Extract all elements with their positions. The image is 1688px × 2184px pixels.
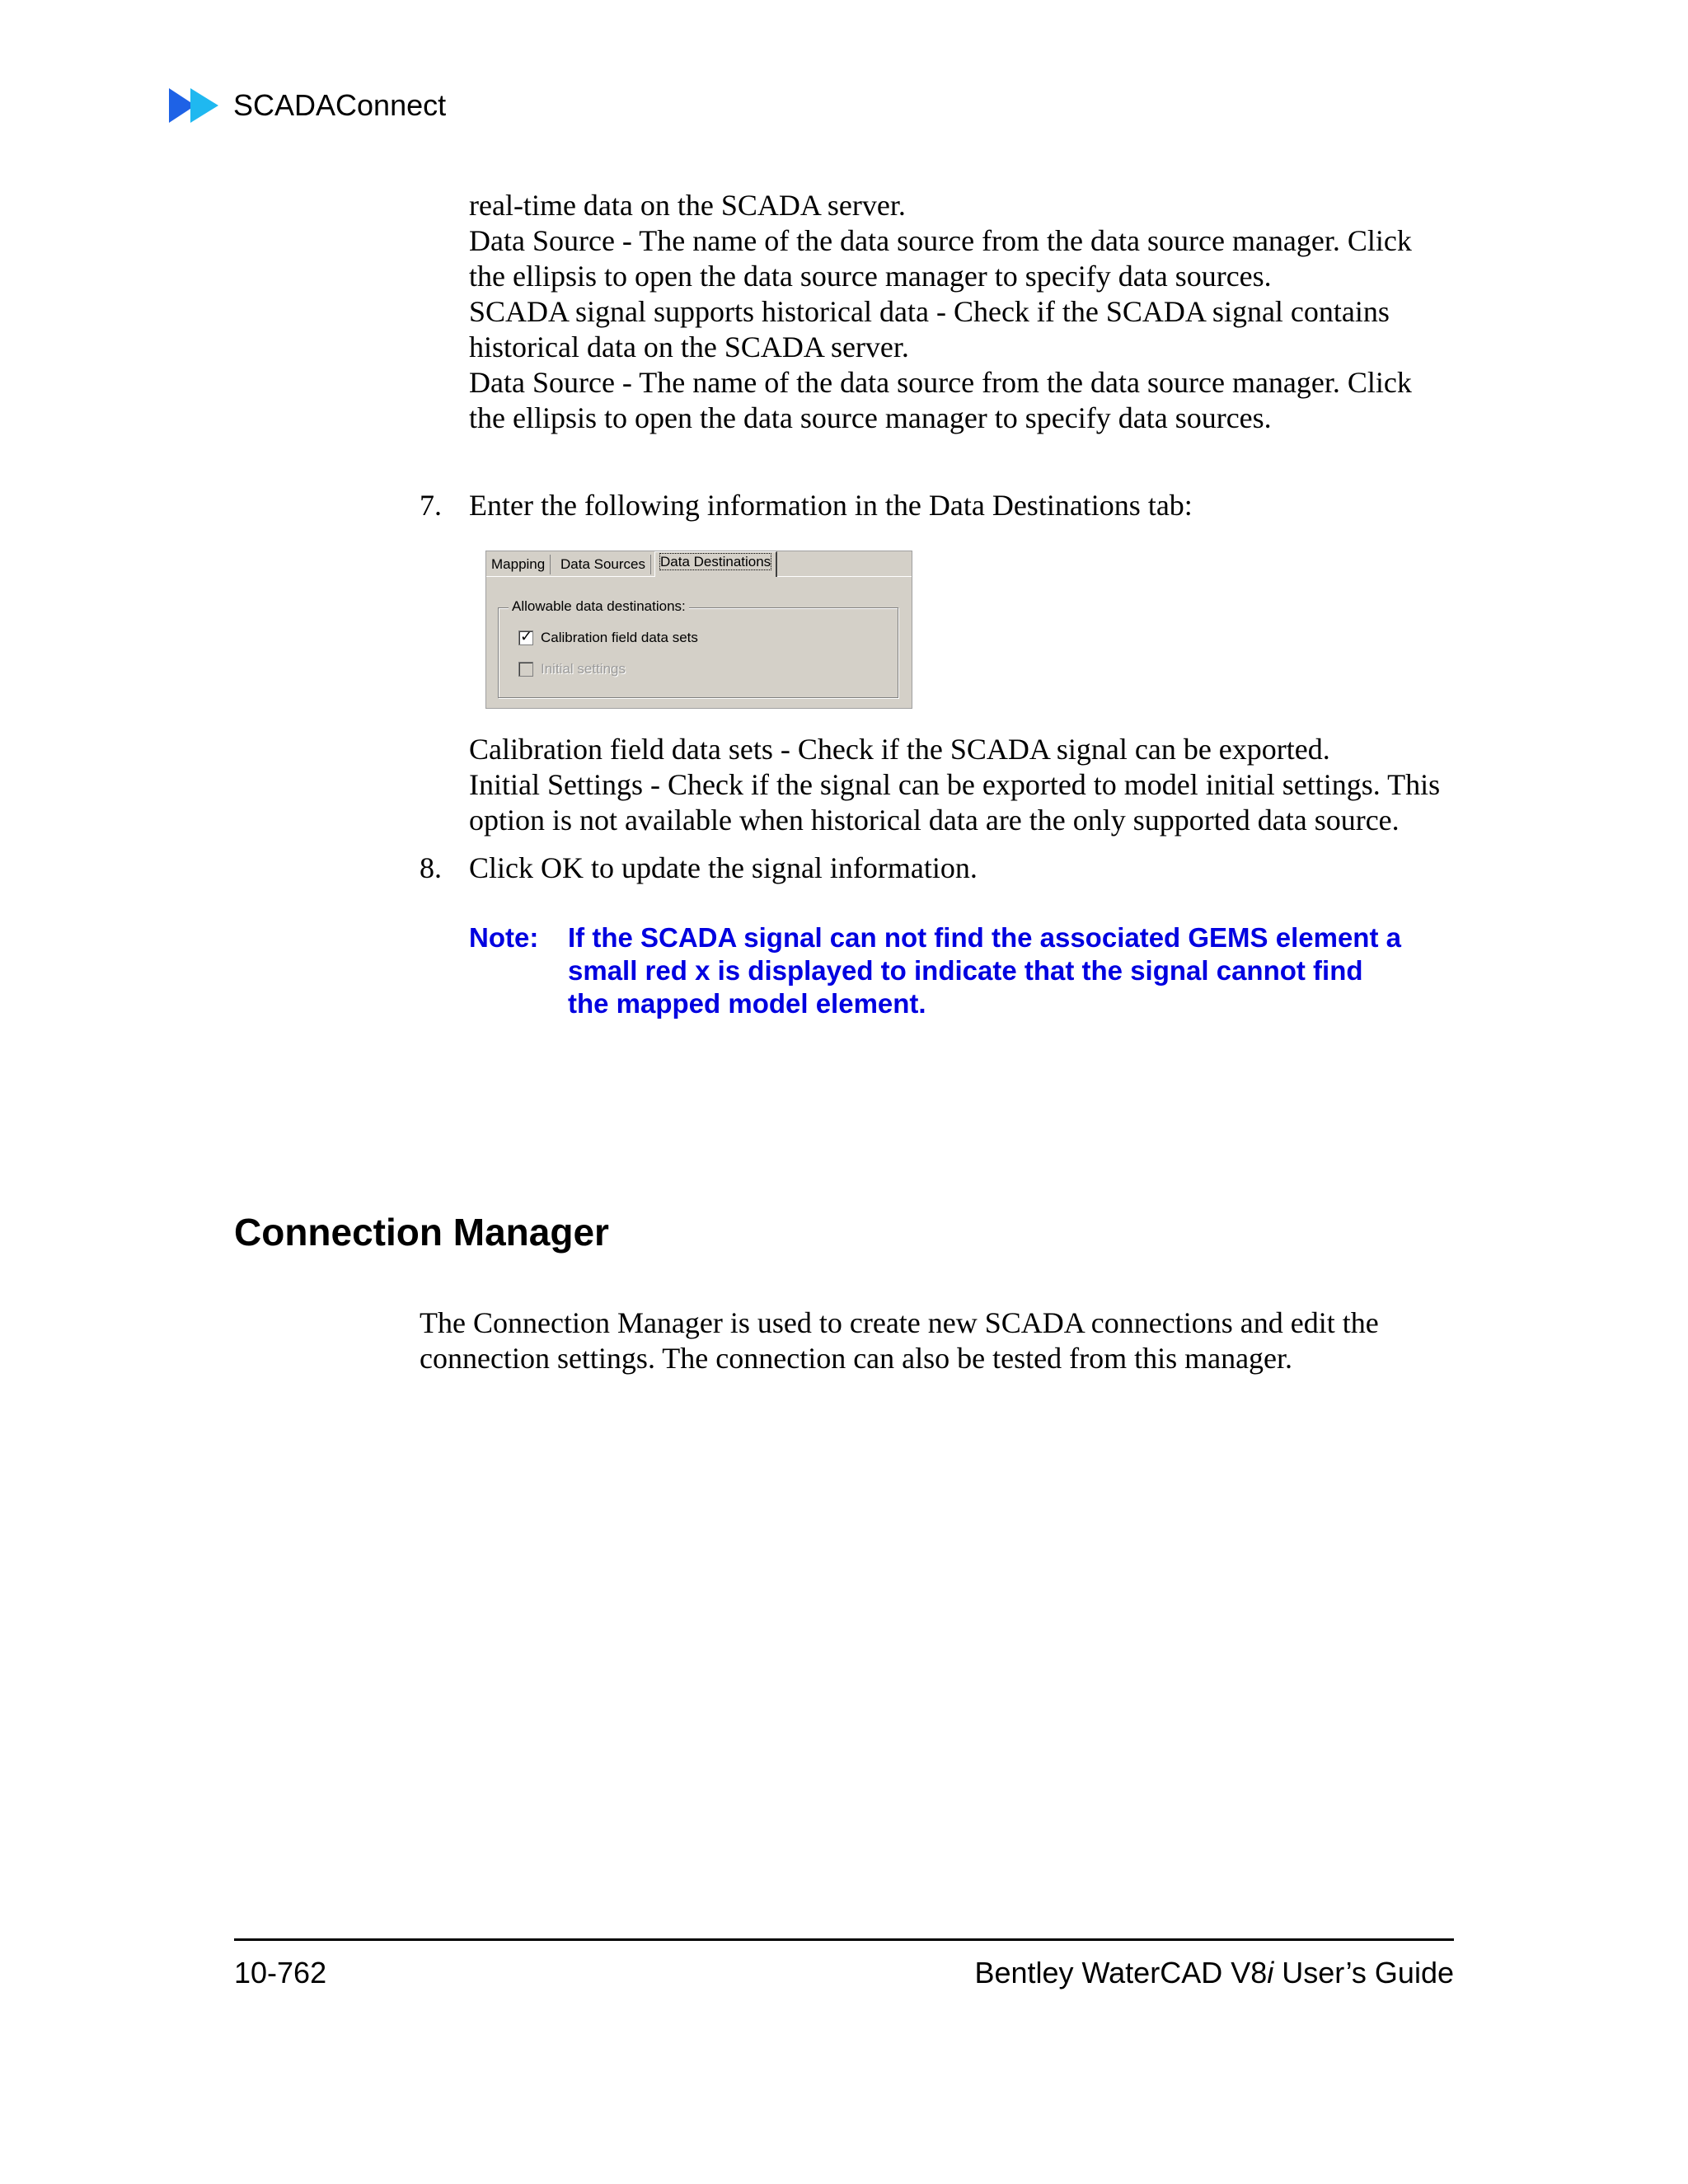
text-line: SCADA signal supports historical data - Check if the SCADA signal contains — [469, 295, 1390, 328]
intro-paragraph — [469, 188, 1458, 436]
section-heading: Connection Manager — [234, 1211, 609, 1254]
note-line: If the SCADA signal can not find the associated GEMS element a — [568, 922, 1401, 953]
initial-settings-label: Initial settings — [541, 661, 626, 677]
calibration-label: Calibration field data sets — [541, 630, 698, 645]
note-callout — [469, 921, 1417, 1020]
tab-strip — [486, 551, 912, 577]
data-destinations-dialog — [485, 551, 912, 709]
initial-settings-option — [518, 661, 626, 677]
text-line: Calibration field data sets - Check if the SCADA signal can be exported. — [469, 733, 1330, 766]
section-paragraph — [420, 1305, 1491, 1376]
initial-settings-checkbox — [518, 662, 533, 677]
tab-label: Data Destinations — [660, 554, 771, 569]
page-header — [169, 86, 446, 125]
page-number: 10-762 — [234, 1956, 327, 1990]
text-line: Data Source - The name of the data source from the data source manager. Click — [469, 224, 1412, 257]
step-number: 8. — [420, 851, 442, 884]
guide-title-prefix: Bentley WaterCAD V8 — [974, 1956, 1268, 1990]
step-text: Click OK to update the signal information. — [469, 851, 978, 884]
tab-data-destinations[interactable] — [654, 551, 777, 577]
text-line: connection settings. The connection can also be tested from this manager. — [420, 1342, 1293, 1375]
step-8 — [420, 851, 1491, 886]
group-label: Allowable data destinations: — [509, 598, 689, 615]
header-title: SCADAConnect — [233, 88, 447, 122]
step-text: Enter the following information in the Data Destinations tab: — [469, 489, 1193, 522]
text-line: The Connection Manager is used to create new SCADA connections and edit the — [420, 1306, 1379, 1339]
footer-divider — [234, 1938, 1454, 1941]
note-text — [568, 921, 1417, 1020]
text-line: the ellipsis to open the data source manager to specify data sources. — [469, 260, 1272, 293]
calibration-option[interactable] — [518, 630, 698, 646]
calibration-checkbox[interactable] — [518, 630, 533, 645]
guide-title — [974, 1955, 1454, 1991]
step-7-details — [469, 732, 1458, 838]
step-number: 7. — [420, 489, 442, 522]
guide-title-italic: i — [1267, 1956, 1274, 1990]
step-7 — [420, 488, 1491, 523]
checkmark-icon: ✓ — [520, 628, 533, 644]
allowable-destinations-group — [498, 598, 898, 698]
text-line: Initial Settings - Check if the signal can be exported to model initial settings. This — [469, 768, 1441, 801]
note-label: Note: — [469, 922, 539, 953]
double-chevron-arrow-icon — [169, 88, 222, 123]
tab-mapping[interactable]: Mapping — [486, 555, 551, 574]
text-line: historical data on the SCADA server. — [469, 330, 909, 363]
text-line: the ellipsis to open the data source manager to specify data sources. — [469, 401, 1272, 434]
text-line: Data Source - The name of the data source from the data source manager. Click — [469, 366, 1412, 399]
text-line: option is not available when historical data are the only supported data source. — [469, 804, 1400, 837]
text-line: real-time data on the SCADA server. — [469, 189, 906, 222]
note-line: the mapped model element. — [568, 988, 926, 1019]
note-line: small red x is displayed to indicate that the signal cannot find — [568, 955, 1363, 986]
guide-title-suffix: User’s Guide — [1273, 1956, 1454, 1990]
tab-data-sources[interactable]: Data Sources — [556, 555, 651, 574]
